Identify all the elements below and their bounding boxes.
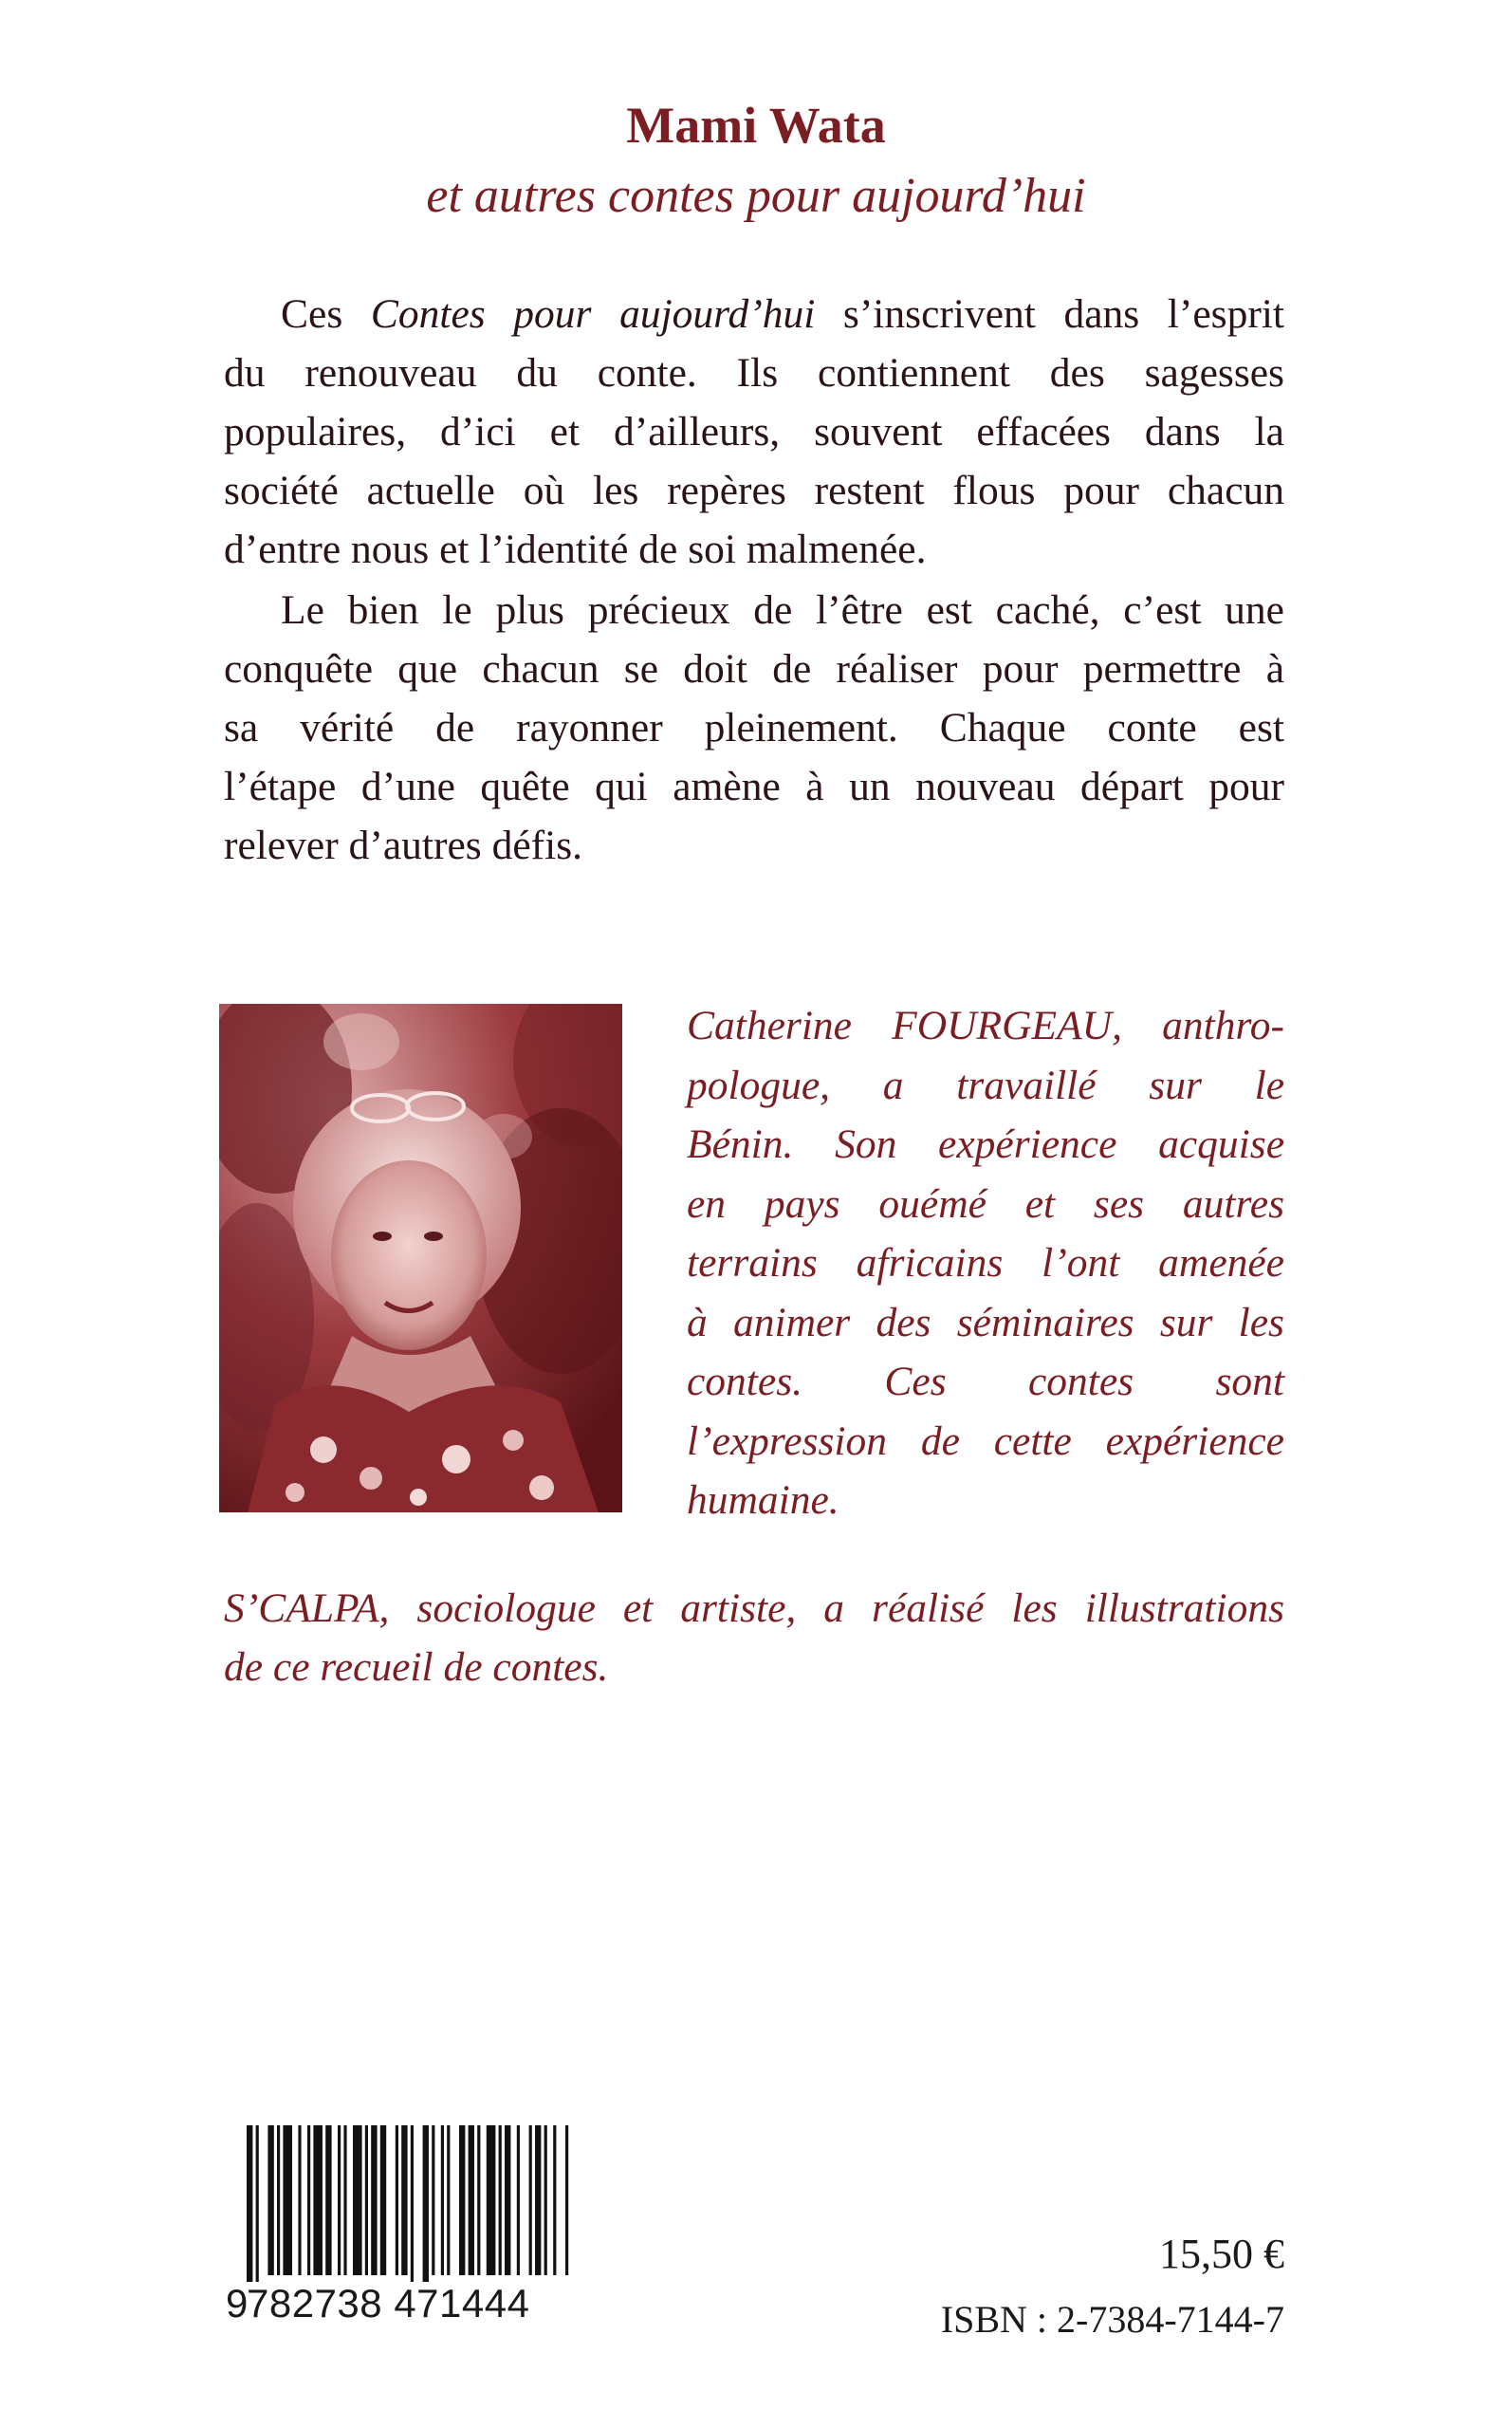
price: 15,50 €: [1159, 2231, 1284, 2277]
description-line: populaires, d’ici et d’ailleurs, souvent effacées dans la: [224, 409, 1284, 454]
barcode-bar: [247, 2125, 252, 2282]
barcode-bar: [267, 2125, 273, 2275]
barcode-bar: [529, 2125, 532, 2275]
illustrator-line: S’CALPA, sociologue et artiste, a réalisé les illustrations: [224, 1585, 1284, 1631]
barcode-bar: [432, 2125, 434, 2275]
description-line: société actuelle où les repères restent flous pour chacun: [224, 468, 1284, 513]
author-bio-line: contes. Ces contes sont: [687, 1359, 1284, 1404]
barcode-bar: [517, 2125, 520, 2275]
barcode-lead-digit: 9: [226, 2281, 249, 2326]
author-bio-line: à animer des séminaires sur les: [687, 1299, 1284, 1345]
description-line: l’étape d’une quête qui amène à un nouveau départ pour: [224, 764, 1284, 809]
barcode-bar: [277, 2125, 280, 2275]
barcode-bar: [313, 2125, 323, 2275]
barcode-bar: [459, 2125, 465, 2275]
barcode-bar: [298, 2125, 301, 2275]
barcode-bar: [553, 2125, 556, 2275]
barcode-digits: [226, 2281, 569, 2326]
book-subtitle: et autres contes pour aujourd’hui: [426, 169, 1086, 223]
barcode-bar: [447, 2125, 450, 2275]
barcode-bar: [325, 2125, 331, 2275]
description-line: relever d’autres défis.: [224, 823, 583, 868]
description-lead-text: Ces: [281, 291, 371, 337]
description-line: du renouveau du conte. Ils contiennent des sagesses: [224, 350, 1284, 396]
barcode-bar: [469, 2125, 474, 2275]
barcode-bar: [411, 2125, 414, 2282]
barcode-bar: [499, 2125, 502, 2275]
author-bio-line: l’expression de cette expérience: [687, 1418, 1284, 1464]
illustrator-line: de ce recueil de contes.: [224, 1644, 609, 1690]
author-bio-line: en pays ouémé et ses autres: [687, 1180, 1284, 1227]
barcode-bar: [338, 2125, 341, 2275]
description-line: sa vérité de rayonner pleinement. Chaque conte est: [224, 705, 1284, 750]
barcode-icon: [226, 2125, 569, 2282]
barcode-bar: [380, 2125, 386, 2275]
author-portrait-icon: [219, 1004, 622, 1512]
author-bio-line: Catherine FOURGEAU, anthro-: [687, 1003, 1284, 1048]
barcode-number: 782738 471444: [247, 2281, 530, 2326]
author-portrait: [219, 1004, 622, 1512]
description-line: Le bien le plus précieux de l’être est caché, c’est une: [281, 587, 1284, 633]
author-bio-line: humaine.: [687, 1477, 839, 1523]
barcode-bar: [256, 2125, 259, 2282]
barcode-bar: [396, 2125, 398, 2275]
description-line: [224, 285, 1284, 343]
description-italic-title: Contes pour aujourd’hui: [370, 291, 816, 337]
barcode-bar: [487, 2125, 496, 2275]
illustrator-note: [224, 1579, 1284, 1696]
isbn: ISBN : 2-7384-7144-7: [940, 2298, 1284, 2341]
description-line-rest: s’inscrivent dans l’esprit: [815, 291, 1284, 337]
barcode-bar: [535, 2125, 541, 2275]
barcode-bar: [365, 2125, 368, 2275]
description-line: d’entre nous et l’identité de soi malmenée.: [224, 527, 927, 572]
barcode-bar: [441, 2125, 444, 2275]
barcode-bar: [283, 2125, 292, 2275]
author-bio-line: Bénin. Son expérience acquise: [687, 1121, 1284, 1167]
barcode-bar: [565, 2125, 568, 2275]
author-bio-line: terrains africains l’ont amenée: [687, 1240, 1284, 1286]
description-paragraph-1: [224, 285, 1284, 579]
barcode-bar: [371, 2125, 377, 2275]
barcode-bar: [477, 2125, 480, 2275]
description-paragraph-2: [224, 581, 1284, 875]
barcode-bar: [343, 2125, 346, 2275]
author-bio-line: pologue, a travaillé sur le: [687, 1062, 1284, 1108]
barcode-bar: [423, 2125, 429, 2282]
barcode-bar: [353, 2125, 362, 2275]
barcode-bar: [401, 2125, 407, 2275]
author-bio: [687, 996, 1284, 1530]
description-line: conquête que chacun se doit de réaliser pour permettre à: [224, 646, 1284, 692]
barcode-bar: [544, 2125, 547, 2275]
barcode-bar: [505, 2125, 510, 2275]
book-title: Mami Wata: [626, 97, 886, 154]
barcode-bar: [307, 2125, 310, 2275]
